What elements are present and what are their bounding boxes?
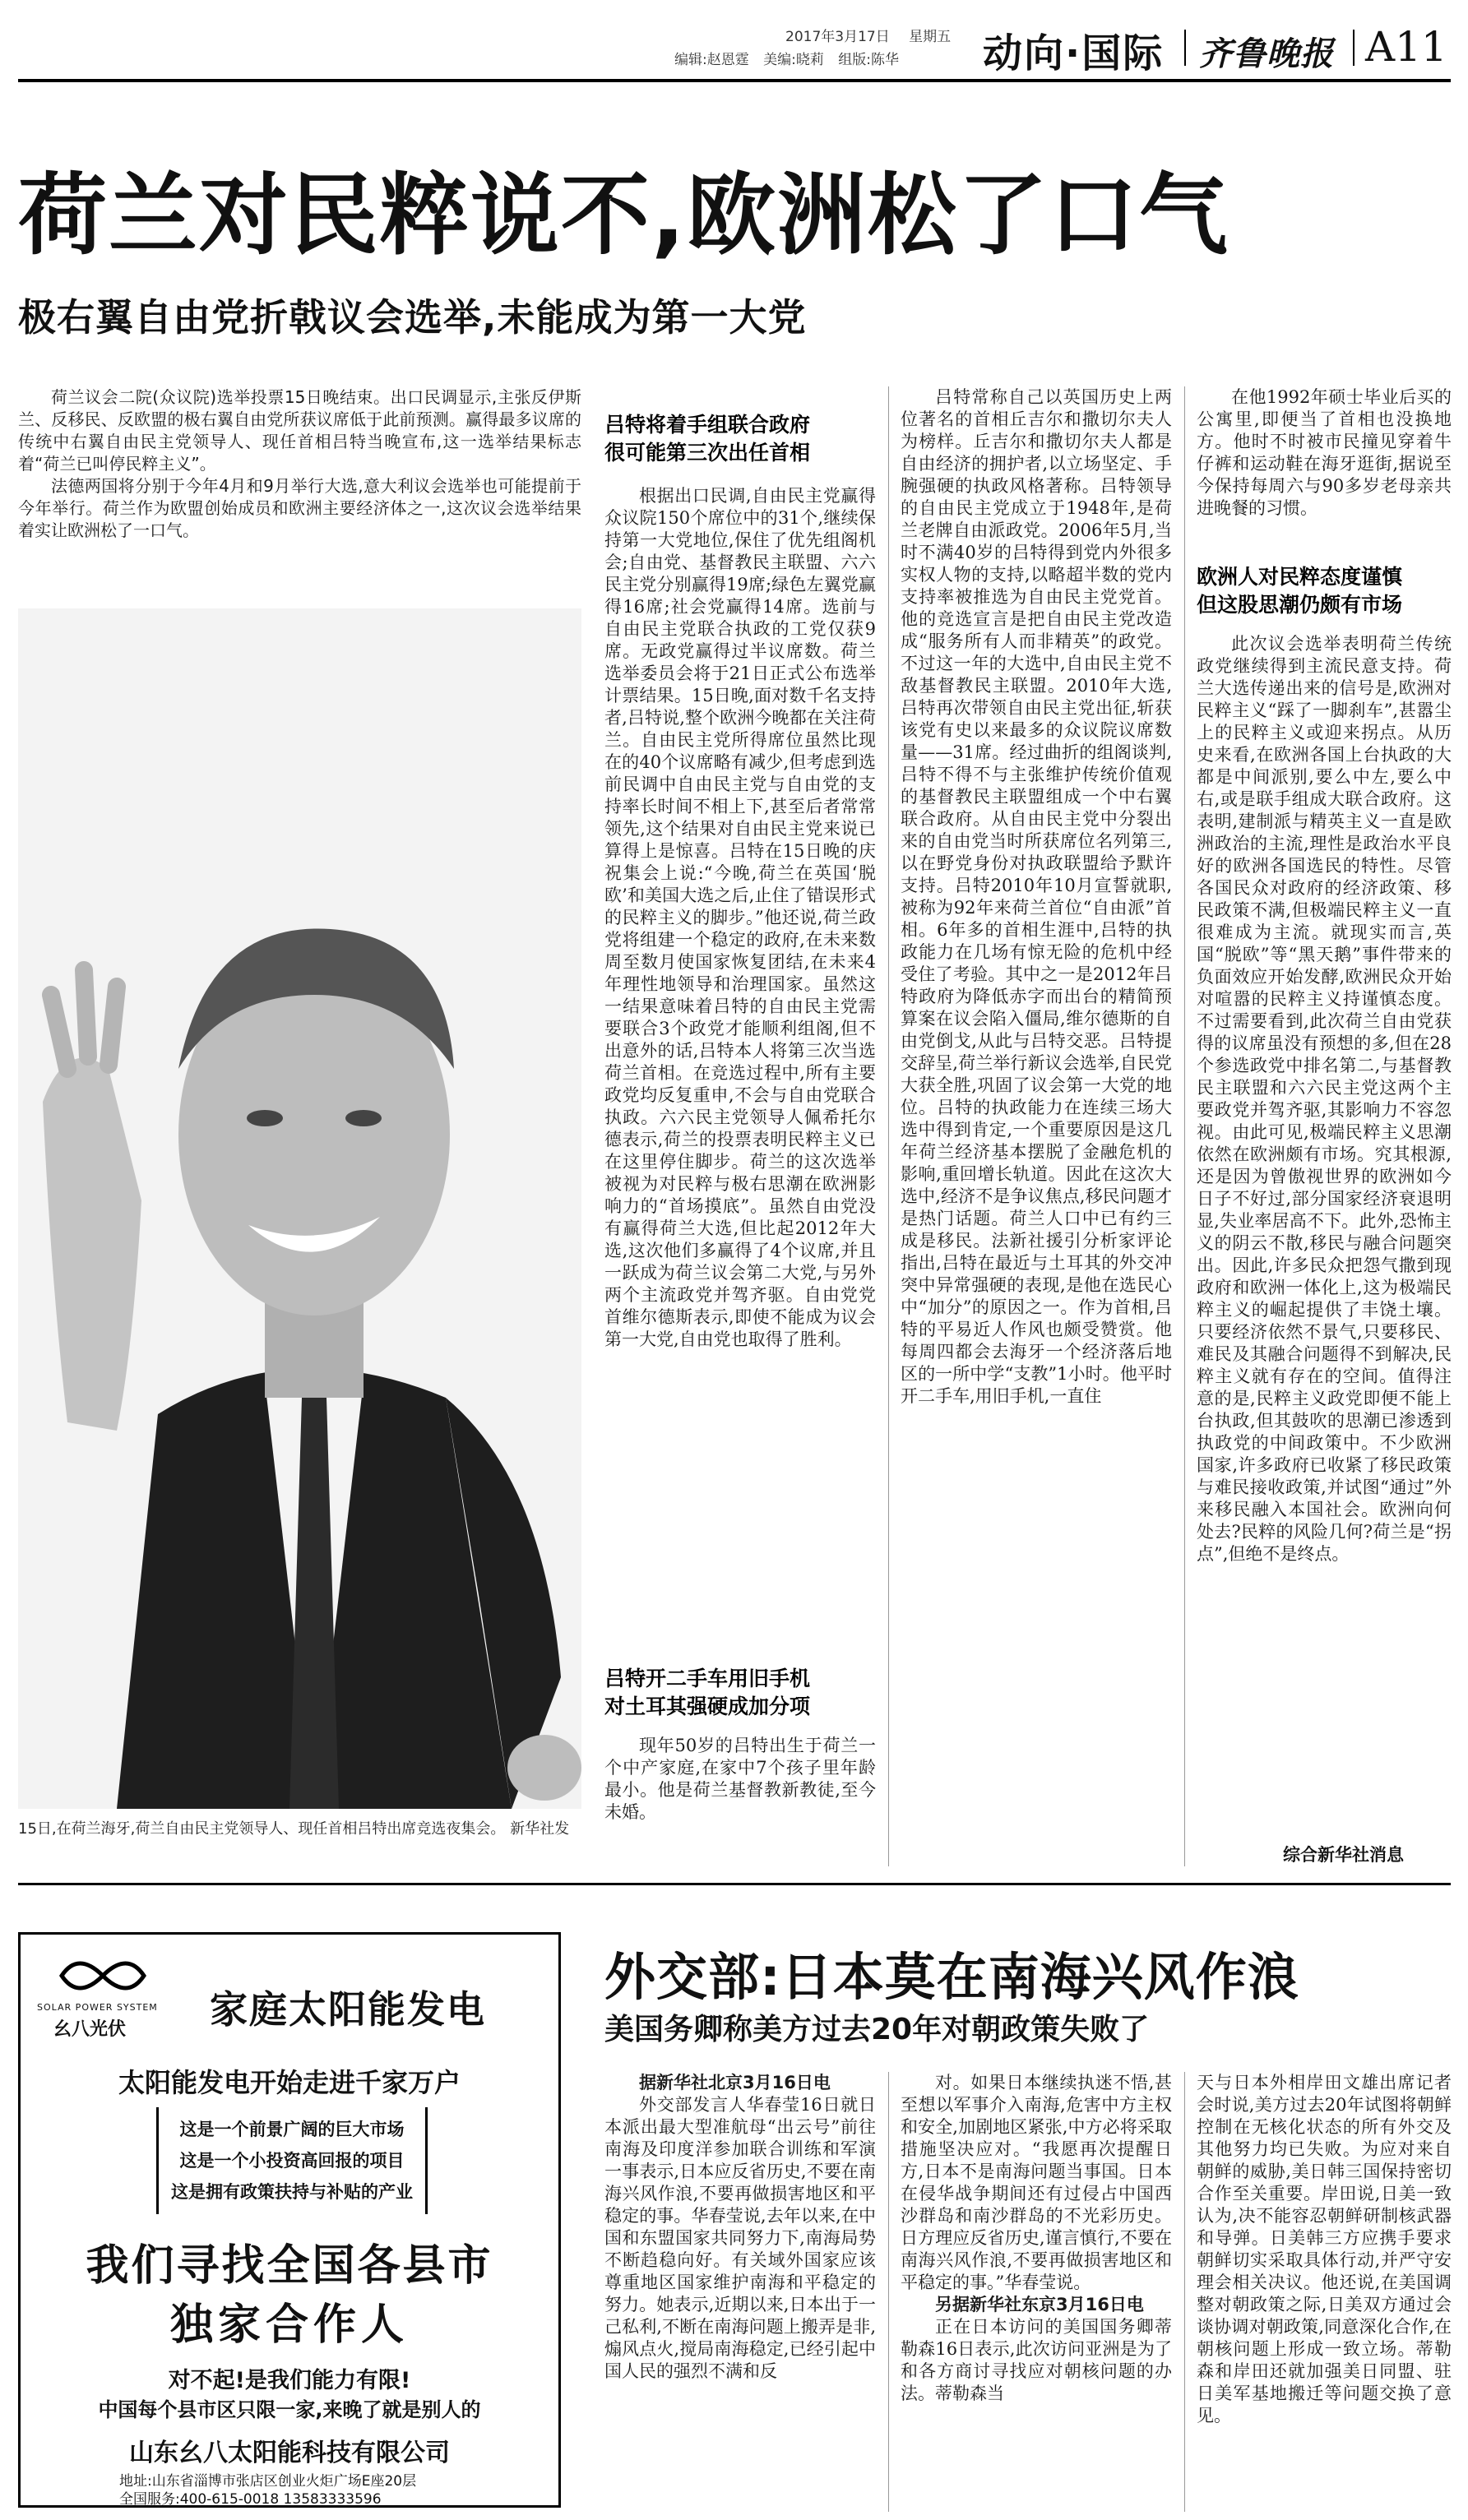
main-subheadline: 极右翼自由党折戟议会选举,未能成为第一大党 bbox=[18, 295, 807, 340]
ad-brand-en: SOLAR POWER SYSTEM bbox=[37, 2002, 158, 2013]
ad-brand: 幺八光伏 bbox=[53, 2019, 127, 2040]
photo-caption: 15日,在荷兰海牙,荷兰自由民主党领导人、现任首相吕特出席竞选夜集会。 新华社发 bbox=[18, 1820, 570, 1838]
column-2-paragraph: 根据出口民调,自由民主党赢得众议院150个席位中的31个,继续保持第一大党地位,保住了优先组阁机会;自由党、基督教民主联盟、六六民主党分别赢得19席;绿色左翼党赢得16席;社会党赢得14席。选前与自由民主党联合执政的工党仅获9席。无政党赢得过半议席数。荷兰选举委员会将于21日正式公布选举计票结果。15日晚,面对数千名支持者,吕特说,整个欧洲今晚都在关注荷兰。自由民主党所得席位虽然比现在的40个议席略有减少,但考虑到选前民调中自由民主党与自由党的支持率长时间不相上下,甚至后者常常领先,这个结果对自由民主党来说已算得上是惊喜。吕特在15日晚的庆祝集会上说:“今晚,荷兰在英国‘脱欧’和美国大选之后,止住了错误形式的民粹主义的脚步。”他还说,荷兰政党将组建一个稳定的政府,在未来数周至数月使国家恢复团结,在未来4年理性地领导和治理国家。虽然这一结果意味着吕特的自由民主党需要联合3个政党才能顺利组阁,但不出意外的话,吕特本人将第三次当选荷兰首相。在竞选过程中,所有主要政党均反复重申,不会与自由党联合执政。六六民主党领导人佩希托尔德表示,荷兰的投票表明民粹主义已在这里停住脚步。荷兰的这次选举被视为对民粹与极右思潮在欧洲影响力的“首场摸底”。虽然自由党没有赢得荷兰大选,但比起2012年大选,这次他们多赢得了4个议席,并且一跃成为荷兰议会第二大党,与另外两个主流政党并驾齐驱。自由党党首维尔德斯表示,即使不能成为议会第一大党,自由党也取得了胜利。 bbox=[604, 486, 876, 1349]
second-column-1-paragraph: 外交部发言人华春莹16日就日本派出最大型准航母“出云号”前往南海及印度洋参加联合训练和军演一事表示,日本应反省历史,不要在南海兴风作浪,不要再做损害地区和平稳定的事。华春莹说,去年以来,在中国和东盟国家共同努力下,南海局势不断趋稳向好。有关域外国家应该尊重地区国家维护南海和平稳定的努力。她表示,近期以来,日本出于一己私利,不断在南海问题上搬弄是非,煽风点火,搅局南海稳定,已经引起中国人民的强烈不满和反 bbox=[604, 2095, 876, 2381]
header-date-line bbox=[785, 25, 951, 45]
issue-date: 2017年3月17日 bbox=[785, 29, 890, 45]
second-column-1 bbox=[604, 2072, 876, 2516]
ad-limit: 中国每个县市区只限一家,来晚了就是别人的 bbox=[98, 2398, 481, 2421]
subhead-1 bbox=[604, 411, 876, 467]
ad-big-line-1: 我们寻找全国各县市 bbox=[86, 2241, 493, 2291]
column-4b-paragraph: 此次议会选举表明荷兰传统政党继续得到主流民意支持。荷兰大选传递出来的信号是,欧洲对民粹主义“踩了一脚刹车”,甚嚣尘上的民粹主义或迎来拐点。从历史来看,在欧洲各国上台执政的大都是中间派别,要么中左,要么中右,或是联手组成大联合政府。这表明,建制派与精英主义一直是欧洲政治的主流,理性是政治水平良好的欧洲各国选民的特性。尽管各国民众对政府的经济政策、移民政策不满,但极端民粹主义一直很难成为主流。就现实而言,英国“脱欧”等“黑天鹅”事件带来的负面效应开始发酵,欧洲民众开始对喧嚣的民粹主义持谨慎态度。不过需要看到,此次荷兰自由党获得的议席虽没有预想的多,但在28个参选政党中排名第二,与基督教民主联盟和六六民主党这两个主要政党并驾齐驱,其影响力不容忽视。由此可见,极端民粹主义思潮依然在欧洲颇有市场。究其根源,还是因为曾傲视世界的欧洲如今日子不好过,部分国家经济衰退明显,失业率居高不下。此外,恐怖主义的阴云不散,移民与融合问题突出。因此,许多民众把怨气撒到现政府和欧洲一体化上,这为极端民粹主义的崛起提供了丰饶土壤。只要经济依然不景气,只要移民、难民及其融合问题得不到解决,民粹主义就有存在的空间。值得注意的是,民粹主义政党即便不能上台执政,但其鼓吹的思潮已渗透到执政党的中间政策中。不少欧洲国家,许多政府已收紧了移民政策与难民接收政策,并试图“通过”外来移民融入本国社会。欧洲向何处去?民粹的风险几何?荷兰是“拐点”,但绝不是终点。 bbox=[1197, 634, 1452, 1564]
credit-art: 美编:晓莉 bbox=[763, 52, 824, 68]
column-2-text bbox=[604, 485, 876, 1640]
ad-phone: 全国服务:400-615-0018 13583333596 bbox=[119, 2491, 382, 2508]
photo-illustration bbox=[18, 608, 581, 1809]
second-dateline: 据新华社北京3月16日电 bbox=[639, 2073, 831, 2092]
column-4-paragraph: 在他1992年硕士毕业后买的公寓里,即便当了首相也没换地方。他时不时被市民撞见穿着牛仔裤和运动鞋在海牙逛街,据说至今保持每周六与90多岁老母亲共进晚餐的习惯。 bbox=[1197, 387, 1452, 518]
second-headline: 外交部:日本莫在南海兴风作浪 bbox=[604, 1947, 1299, 2007]
column-divider-3 bbox=[1184, 386, 1185, 1866]
ad-company: 山东幺八太阳能科技有限公司 bbox=[129, 2439, 450, 2467]
section-divider bbox=[1184, 30, 1186, 66]
section-rule bbox=[18, 1883, 1451, 1885]
column-4b-text bbox=[1197, 633, 1452, 1842]
second-column-2-paragraph: 对。如果日本继续执迷不悟,甚至想以军事介入南海,危害中方主权和安全,加剧地区紧张,中方必将采取措施坚决应对。“我愿再次提醒日方,日本不是南海问题当事国。日本在侵华战争期间还有过侵占中国西沙群岛和南沙群岛的不光彩历史。日方理应反省历史,谨言慎行,不要在南海兴风作浪,不要再做损害地区和平稳定的事。”华春莹说。 bbox=[901, 2073, 1172, 2292]
lead-paragraphs bbox=[18, 386, 581, 567]
second-divider-1 bbox=[888, 2072, 889, 2512]
ad-big-line-2: 独家合作人 bbox=[169, 2300, 409, 2350]
column-2b-paragraph: 现年50岁的吕特出生于荷兰一个中产家庭,在家中7个孩子里年龄最小。他是荷兰基督教新教徒,至今未婚。 bbox=[604, 1736, 876, 1822]
ad-point-3: 这是拥有政策扶持与补贴的产业 bbox=[171, 2182, 413, 2202]
subhead-1-line-1: 吕特将着手组联合政府 bbox=[604, 413, 811, 437]
page-number: A11 bbox=[1365, 23, 1447, 71]
ad-slogan: 太阳能发电开始走进千家万户 bbox=[118, 2067, 461, 2098]
column-4-text bbox=[1197, 386, 1452, 551]
page-divider bbox=[1353, 30, 1355, 66]
ad-headline: 家庭太阳能发电 bbox=[210, 1987, 486, 2032]
second-divider-2 bbox=[1184, 2072, 1185, 2512]
subhead-3-line-1: 欧洲人对民粹态度谨慎 bbox=[1197, 565, 1403, 589]
subhead-2-line-2: 对土耳其强硬成加分项 bbox=[604, 1695, 811, 1718]
ad-sorry: 对不起!是我们能力有限! bbox=[168, 2368, 411, 2393]
header-rule bbox=[18, 79, 1451, 82]
second-column-3-paragraph: 天与日本外相岸田文雄出席记者会时说,美方过去20年试图将朝鲜控制在无核化状态的所有外交及其他努力均已失败。为应对来自朝鲜的威胁,美日韩三国保持密切合作至关重要。岸田说,日美一致认为,决不能容忍朝鲜研制核武器和导弹。日美韩三方应携手要求朝鲜切实采取具体行动,并严守安理会相关决议。他还说,在美国调整对朝政策之际,日美双方通过会谈协调对朝政策,同意深化合作,在朝核问题上形成一致立场。蒂勒森和岸田还就加强美日同盟、驻日美军基地搬迁等问题交换了意见。 bbox=[1197, 2073, 1452, 2425]
newspaper-logo: 齐鲁晚报 bbox=[1199, 35, 1334, 73]
column-2b-text bbox=[604, 1735, 876, 1866]
credit-layout: 组版:陈华 bbox=[838, 52, 900, 68]
issue-weekday: 星期五 bbox=[909, 29, 952, 45]
ad-point-2: 这是一个小投资高回报的项目 bbox=[179, 2151, 405, 2171]
column-3-text bbox=[901, 386, 1172, 1866]
column-3-paragraph: 吕特常称自己以英国历史上两位著名的首相丘吉尔和撒切尔夫人为榜样。丘吉尔和撒切尔夫人都是自由经济的拥护者,以立场坚定、手腕强硬的执政风格著称。吕特领导的自由民主党成立于1948年,是荷兰老牌自由派政党。2006年5月,当时不满40岁的吕特得到党内外很多实权人物的支持,以略超半数的党内支持率被推选为自由民主党党首。他的竞选宣言是把自由民主党改造成“服务所有人而非精英”的政党。不过这一年的大选中,自由民主党不敌基督教民主联盟。2010年大选,吕特再次带领自由民主党出征,斩获该党有史以来最多的众议院议席数量——31席。经过曲折的组阁谈判,吕特不得不与主张维护传统价值观的基督教民主联盟组成一个中右翼联合政府。从自由民主党中分裂出来的自由党当时所获席位名列第三,以在野党身份对执政联盟给予默许支持。吕特2010年10月宣誓就职,被称为92年来荷兰首位“自由派”首相。6年多的首相生涯中,吕特的执政能力在几场有惊无险的危机中经受住了考验。其中之一是2012年吕特政府为降低赤字而出台的精简预算案在议会陷入僵局,维尔德斯的自由党倒戈,从此与吕特交恶。吕特提交辞呈,荷兰举行新议会选举,自民党大获全胜,巩固了议会第一大党的地位。吕特的执政能力在连续三场大选中得到肯定,一个重要原因是这几年荷兰经济基本摆脱了金融危机的影响,重回增长轨道。因此在这次大选中,经济不是争议焦点,移民问题才是热门话题。荷兰人口中已有约三成是移民。法新社援引分析家评论指出,吕特在最近与土耳其的外交冲突中异常强硬的表现,是他在选民心中“加分”的原因之一。作为首相,吕特的平易近人作风也颇受赞赏。他每周四都会去海牙一个经济落后地区的一所中学“支教”1小时。他平时开二手车,用旧手机,一直住 bbox=[901, 387, 1172, 1406]
ad-solar bbox=[18, 1932, 561, 2508]
second-dateline-2: 另据新华社东京3月16日电 bbox=[935, 2295, 1144, 2314]
subhead-3 bbox=[1197, 563, 1452, 619]
subhead-1-line-2: 很可能第三次出任首相 bbox=[604, 441, 811, 465]
second-column-3 bbox=[1197, 2072, 1452, 2516]
ad-point-1: 这是一个前景广阔的巨大市场 bbox=[179, 2120, 405, 2139]
section-name: 动向·国际 bbox=[983, 30, 1165, 76]
story-source: 综合新华社消息 bbox=[1283, 1845, 1404, 1865]
ad-points-box bbox=[156, 2107, 428, 2214]
main-headline: 荷兰对民粹说不,欧洲松了口气 bbox=[18, 164, 1230, 267]
subhead-3-line-2: 但这股思潮仍颇有市场 bbox=[1197, 593, 1403, 617]
subhead-2-line-1: 吕特开二手车用旧手机 bbox=[604, 1667, 811, 1690]
second-column-2 bbox=[901, 2072, 1172, 2516]
ad-address: 地址:山东省淄博市张店区创业火炬广场E座20层 bbox=[119, 2473, 417, 2490]
credit-editor: 编辑:赵恩霆 bbox=[674, 52, 749, 68]
solar-logo-icon bbox=[53, 1951, 152, 2000]
subhead-2 bbox=[604, 1665, 876, 1721]
column-divider-2 bbox=[888, 386, 889, 1866]
photo-rutte bbox=[18, 608, 581, 1809]
second-column-2b-paragraph: 正在日本访问的美国国务卿蒂勒森16日表示,此次访问亚洲是为了和各方商讨寻找应对朝核问题的办法。蒂勒森当 bbox=[901, 2317, 1172, 2403]
lead-paragraph-1: 荷兰议会二院(众议院)选举投票15日晚结束。出口民调显示,主张反伊斯兰、反移民、反欧盟的极右翼自由党所获议席低于此前预测。赢得最多议席的传统中右翼自由民主党领导人、现任首相吕特当晚宣布,这一选举结果标志着“荷兰已叫停民粹主义”。 bbox=[18, 387, 581, 474]
lead-paragraph-2: 法德两国将分别于今年4月和9月举行大选,意大利议会选举也可能提前于今年举行。荷兰作为欧盟创始成员和欧洲主要经济体之一,这次议会选举结果着实让欧洲松了一口气。 bbox=[18, 476, 581, 540]
header-credits bbox=[674, 48, 899, 68]
second-subheadline: 美国务卿称美方过去20年对朝政策失败了 bbox=[604, 2013, 1150, 2046]
